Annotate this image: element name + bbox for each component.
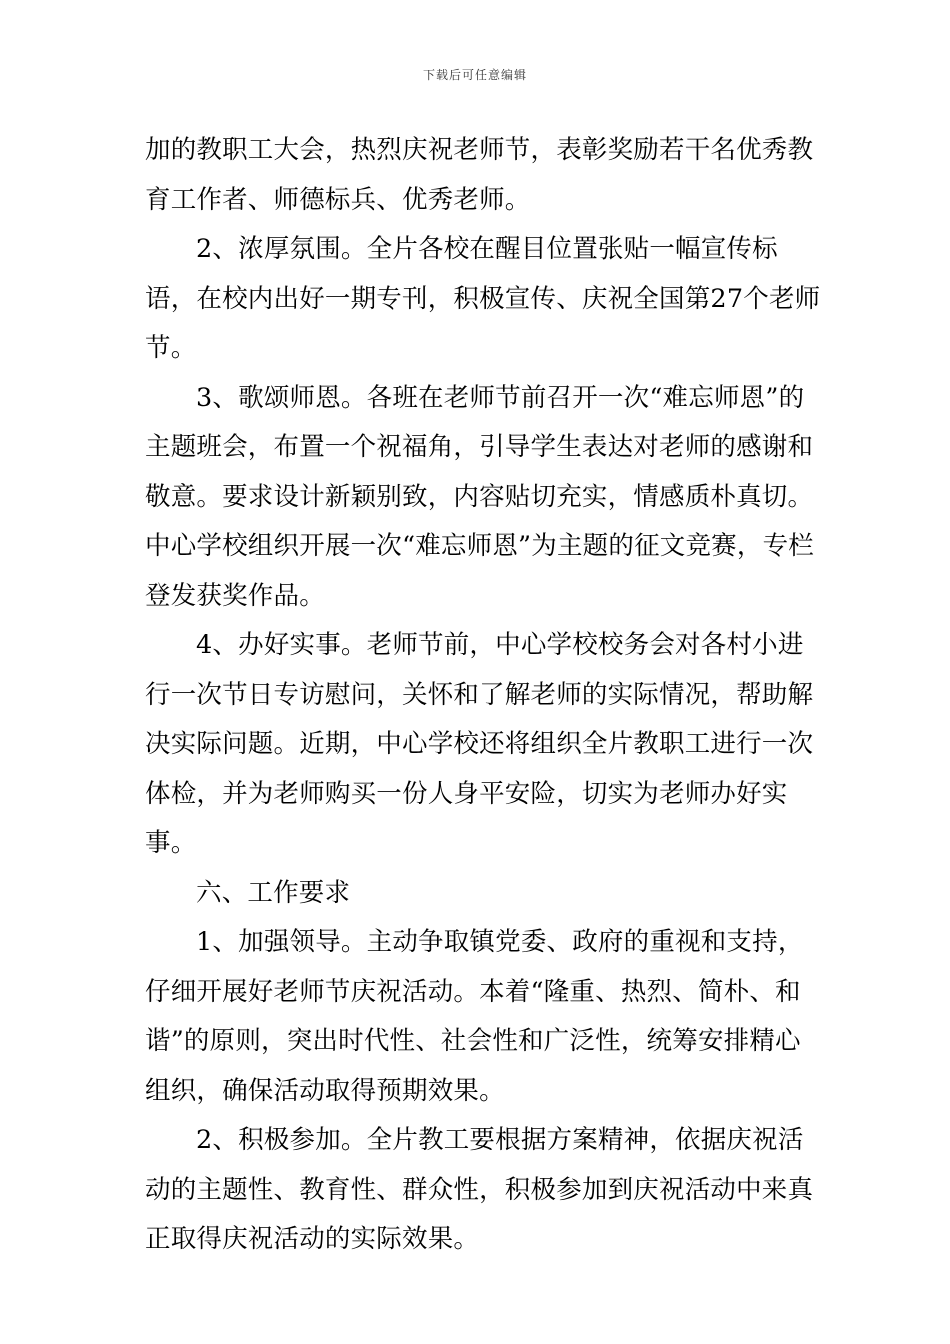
section-heading-work-requirements: 六、工作要求 xyxy=(196,877,351,908)
paragraph-participation: 2、积极参加。全片教工要根据方案精神，依据庆祝活动的主题性、教育性、群众性，积极参加到庆祝活动中来真正取得庆祝活动的实际效果。 xyxy=(145,1125,814,1254)
paragraph-atmosphere: 2、浓厚氛围。全片各校在醒目位置张贴一幅宣传标语，在校内出好一期专刊，积极宣传、庆祝全国第27个老师节。 xyxy=(145,234,821,363)
document-body xyxy=(145,126,825,1265)
paragraph-praise-teachers: 3、歌颂师恩。各班在老师节前召开一次“难忘师恩”的主题班会，布置一个祝福角，引导学生表达对老师的感谢和敬意。要求设计新颖别致，内容贴切充实，情感质朴真切。中心学校组织开展一次“难忘师恩”为主题的征文竞赛，专栏登发获奖作品。 xyxy=(145,382,814,611)
paragraph-leadership: 1、加强领导。主动争取镇党委、政府的重视和支持，仔细开展好老师节庆祝活动。本着“隆重、热烈、简朴、和谐”的原则，突出时代性、社会性和广泛性，统筹安排精心组织，确保活动取得预期效果。 xyxy=(145,927,804,1106)
paragraph-continuation: 加的教职工大会，热烈庆祝老师节，表彰奖励若干名优秀教育工作者、师德标兵、优秀老师。 xyxy=(145,135,814,215)
page-header: 下载后可任意编辑 xyxy=(422,68,527,82)
paragraph-practical-matters: 4、办好实事。老师节前，中心学校校务会对各村小进行一次节日专访慰问，关怀和了解老师的实际情况，帮助解决实际问题。近期，中心学校还将组织全片教职工进行一次体检，并为老师购买一份人身平安险，切实为老师办好实事。 xyxy=(145,630,814,858)
